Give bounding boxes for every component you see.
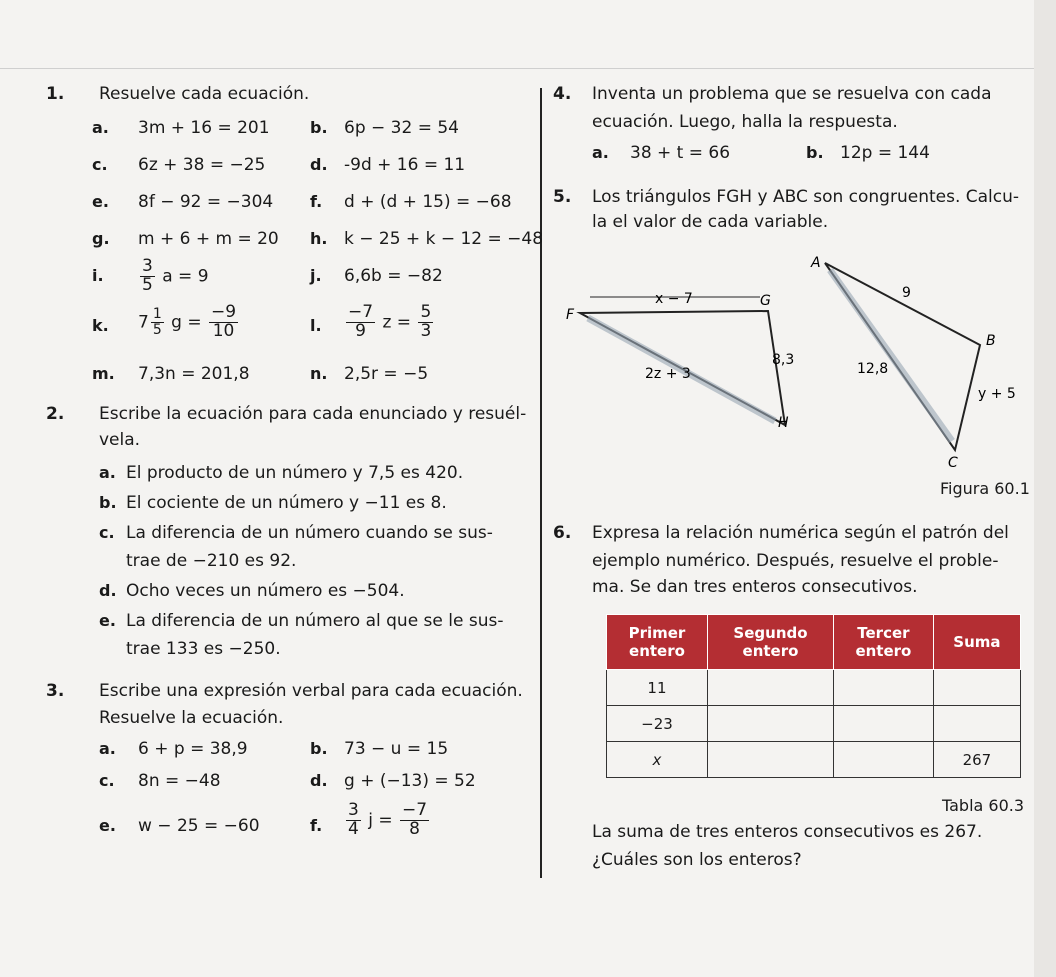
ex2-e-text-line1: La diferencia de un número al que se le sus- xyxy=(126,611,504,631)
ex2-c-label: c. xyxy=(99,523,115,542)
ex3-d-label: d. xyxy=(310,771,328,790)
table-row xyxy=(607,706,1021,742)
side-fg-label: x − 7 xyxy=(655,291,693,307)
table-cell xyxy=(707,742,833,778)
ex3-f-fraction-left: $\frac{3}{4}$ xyxy=(348,800,359,839)
vertex-c: C xyxy=(948,455,958,471)
table-header-row xyxy=(607,615,1021,670)
table-caption: Tabla 60.3 xyxy=(942,796,1025,815)
ex3-e-label: e. xyxy=(99,816,116,835)
figure-caption: Figura 60.1 xyxy=(940,479,1030,498)
ex1-l-label: l. xyxy=(310,316,322,335)
vertex-f: F xyxy=(566,307,575,323)
ex1-title: Resuelve cada ecuación. xyxy=(99,84,310,104)
vertex-h: H xyxy=(778,415,789,431)
column-divider xyxy=(540,88,542,878)
table-cell xyxy=(834,706,934,742)
table-cell xyxy=(933,670,1020,706)
header-tercer-entero: Tercer entero xyxy=(834,615,934,670)
ex6-question-line1: La suma de tres enteros consecutivos es 267. xyxy=(592,822,983,842)
ex3-c-equation: 8n = −48 xyxy=(138,771,221,791)
ex4-a-label: a. xyxy=(592,143,609,162)
side-ac-label: 12,8 xyxy=(857,361,889,377)
ex2-d-text: Ocho veces un número es −504. xyxy=(126,581,405,601)
ex1-g-equation: m + 6 + m = 20 xyxy=(138,229,279,249)
side-fh-label: 2z + 3 xyxy=(645,366,691,382)
ex1-a-label: a. xyxy=(92,118,109,137)
ex3-b-equation: 73 − u = 15 xyxy=(344,739,449,759)
ex1-b-label: b. xyxy=(310,118,328,137)
ex2-e-text-line2: trae 133 es −250. xyxy=(126,639,281,659)
ex4-number: 4. xyxy=(553,84,572,104)
side-gh-label: 8,3 xyxy=(772,352,795,368)
ex1-k-fraction: $\frac{-9}{10}$ xyxy=(211,302,237,341)
ex1-l-fraction-left: $\frac{-7}{9}$ xyxy=(348,302,374,341)
ex3-e-equation: w − 25 = −60 xyxy=(138,816,260,836)
table-cell: 267 xyxy=(933,742,1020,778)
ex6-title-line3: ma. Se dan tres enteros consecutivos. xyxy=(592,577,918,597)
ex3-f-fraction-right: $\frac{-7}{8}$ xyxy=(402,800,428,839)
ex6-title-line2: ejemplo numérico. Después, resuelve el proble- xyxy=(592,551,999,571)
side-bc-label: y + 5 xyxy=(978,386,1016,402)
ex1-h-label: h. xyxy=(310,229,328,248)
vertex-a: A xyxy=(811,255,821,271)
ex1-h-equation: k − 25 + k − 12 = −48 xyxy=(344,229,544,249)
ex1-k-equation: 7 $\frac{1}{5}$ g = $\frac{-9}{10}$ xyxy=(138,302,237,341)
ex3-f-label: f. xyxy=(310,816,323,835)
ex1-c-label: c. xyxy=(92,155,108,174)
ex1-e-equation: 8f − 92 = −304 xyxy=(138,192,274,212)
table-cell: 11 xyxy=(607,670,708,706)
ex1-j-label: j. xyxy=(310,266,322,285)
ex3-title-line2: Resuelve la ecuación. xyxy=(99,708,284,728)
ex1-i-fraction: $\frac{3}{5}$ xyxy=(142,256,153,295)
ex2-d-label: d. xyxy=(99,581,117,600)
ex3-c-label: c. xyxy=(99,771,115,790)
ex4-b-label: b. xyxy=(806,143,824,162)
header-primer-entero: Primer entero xyxy=(607,615,708,670)
table-row xyxy=(607,742,1021,778)
ex5-title-line1: Los triángulos FGH y ABC son congruentes. Calcu- xyxy=(592,187,1020,207)
header-segundo-entero: Segundo entero xyxy=(707,615,833,670)
table-row xyxy=(607,670,1021,706)
ex2-number: 2. xyxy=(46,404,65,424)
table-cell xyxy=(834,742,934,778)
ex3-title-line1: Escribe una expresión verbal para cada ecuación. xyxy=(99,681,523,701)
ex1-k-label: k. xyxy=(92,316,109,335)
ex1-f-equation: d + (d + 15) = −68 xyxy=(344,192,512,212)
ex6-question-line2: ¿Cuáles son los enteros? xyxy=(592,850,802,870)
vertex-b: B xyxy=(986,333,996,349)
ex3-d-equation: g + (−13) = 52 xyxy=(344,771,476,791)
ex1-f-label: f. xyxy=(310,192,323,211)
vertex-g: G xyxy=(760,293,771,309)
ex4-b-equation: 12p = 144 xyxy=(840,143,930,163)
ex1-l-fraction-right: $\frac{5}{3}$ xyxy=(420,302,432,341)
ex4-title-line2: ecuación. Luego, halla la respuesta. xyxy=(592,112,898,132)
top-rule xyxy=(0,68,1034,69)
ex2-title-line2: vela. xyxy=(99,430,141,450)
ex2-a-text: El producto de un número y 7,5 es 420. xyxy=(126,463,464,483)
ex5-title-line2: la el valor de cada variable. xyxy=(592,212,829,232)
ex1-b-equation: 6p − 32 = 54 xyxy=(344,118,459,138)
ex2-title-line1: Escribe la ecuación para cada enunciado y resuél- xyxy=(99,404,527,424)
ex1-e-label: e. xyxy=(92,192,109,211)
ex4-a-equation: 38 + t = 66 xyxy=(630,143,731,163)
ex1-m-equation: 7,3n = 201,8 xyxy=(138,364,250,384)
ex1-a-equation: 3m + 16 = 201 xyxy=(138,118,270,138)
ex3-f-equation: $\frac{3}{4}$ j = $\frac{-7}{8}$ xyxy=(348,800,428,839)
ex1-i-equation: $\frac{3}{5}$ a = 9 xyxy=(142,256,209,295)
ex3-number: 3. xyxy=(46,681,65,701)
ex3-a-equation: 6 + p = 38,9 xyxy=(138,739,248,759)
ex2-b-label: b. xyxy=(99,493,117,512)
table-cell xyxy=(707,670,833,706)
ex1-n-label: n. xyxy=(310,364,328,383)
ex1-i-label: i. xyxy=(92,266,104,285)
ex2-c-text-line2: trae de −210 es 92. xyxy=(126,551,297,571)
table-cell: x xyxy=(607,742,708,778)
table-cell xyxy=(707,706,833,742)
ex1-l-equation: $\frac{-7}{9}$ z = $\frac{5}{3}$ xyxy=(348,302,432,341)
ex1-k-mixed-fraction: $\frac{1}{5}$ xyxy=(152,306,162,338)
consecutive-integers-table xyxy=(606,614,1021,778)
congruent-triangles-figure xyxy=(560,245,1030,505)
side-ab-label: 9 xyxy=(902,285,911,301)
ex1-j-equation: 6,6b = −82 xyxy=(344,266,443,286)
triangle-abc-shadow xyxy=(830,270,952,441)
ex1-d-label: d. xyxy=(310,155,328,174)
ex2-c-text-line1: La diferencia de un número cuando se sus- xyxy=(126,523,493,543)
ex6-title-line1: Expresa la relación numérica según el patrón del xyxy=(592,523,1009,543)
ex1-m-label: m. xyxy=(92,364,115,383)
header-suma: Suma xyxy=(933,615,1020,670)
ex1-d-equation: -9d + 16 = 11 xyxy=(344,155,466,175)
ex2-a-label: a. xyxy=(99,463,116,482)
ex2-b-text: El cociente de un número y −11 es 8. xyxy=(126,493,447,513)
ex6-number: 6. xyxy=(553,523,572,543)
ex3-a-label: a. xyxy=(99,739,116,758)
ex5-number: 5. xyxy=(553,187,572,207)
table-cell: −23 xyxy=(607,706,708,742)
ex1-number: 1. xyxy=(46,84,65,104)
table-cell xyxy=(933,706,1020,742)
ex1-n-equation: 2,5r = −5 xyxy=(344,364,429,384)
ex1-g-label: g. xyxy=(92,229,110,248)
ex2-e-label: e. xyxy=(99,611,116,630)
table-cell xyxy=(834,670,934,706)
ex3-b-label: b. xyxy=(310,739,328,758)
ex1-c-equation: 6z + 38 = −25 xyxy=(138,155,266,175)
ex4-title-line1: Inventa un problema que se resuelva con cada xyxy=(592,84,992,104)
